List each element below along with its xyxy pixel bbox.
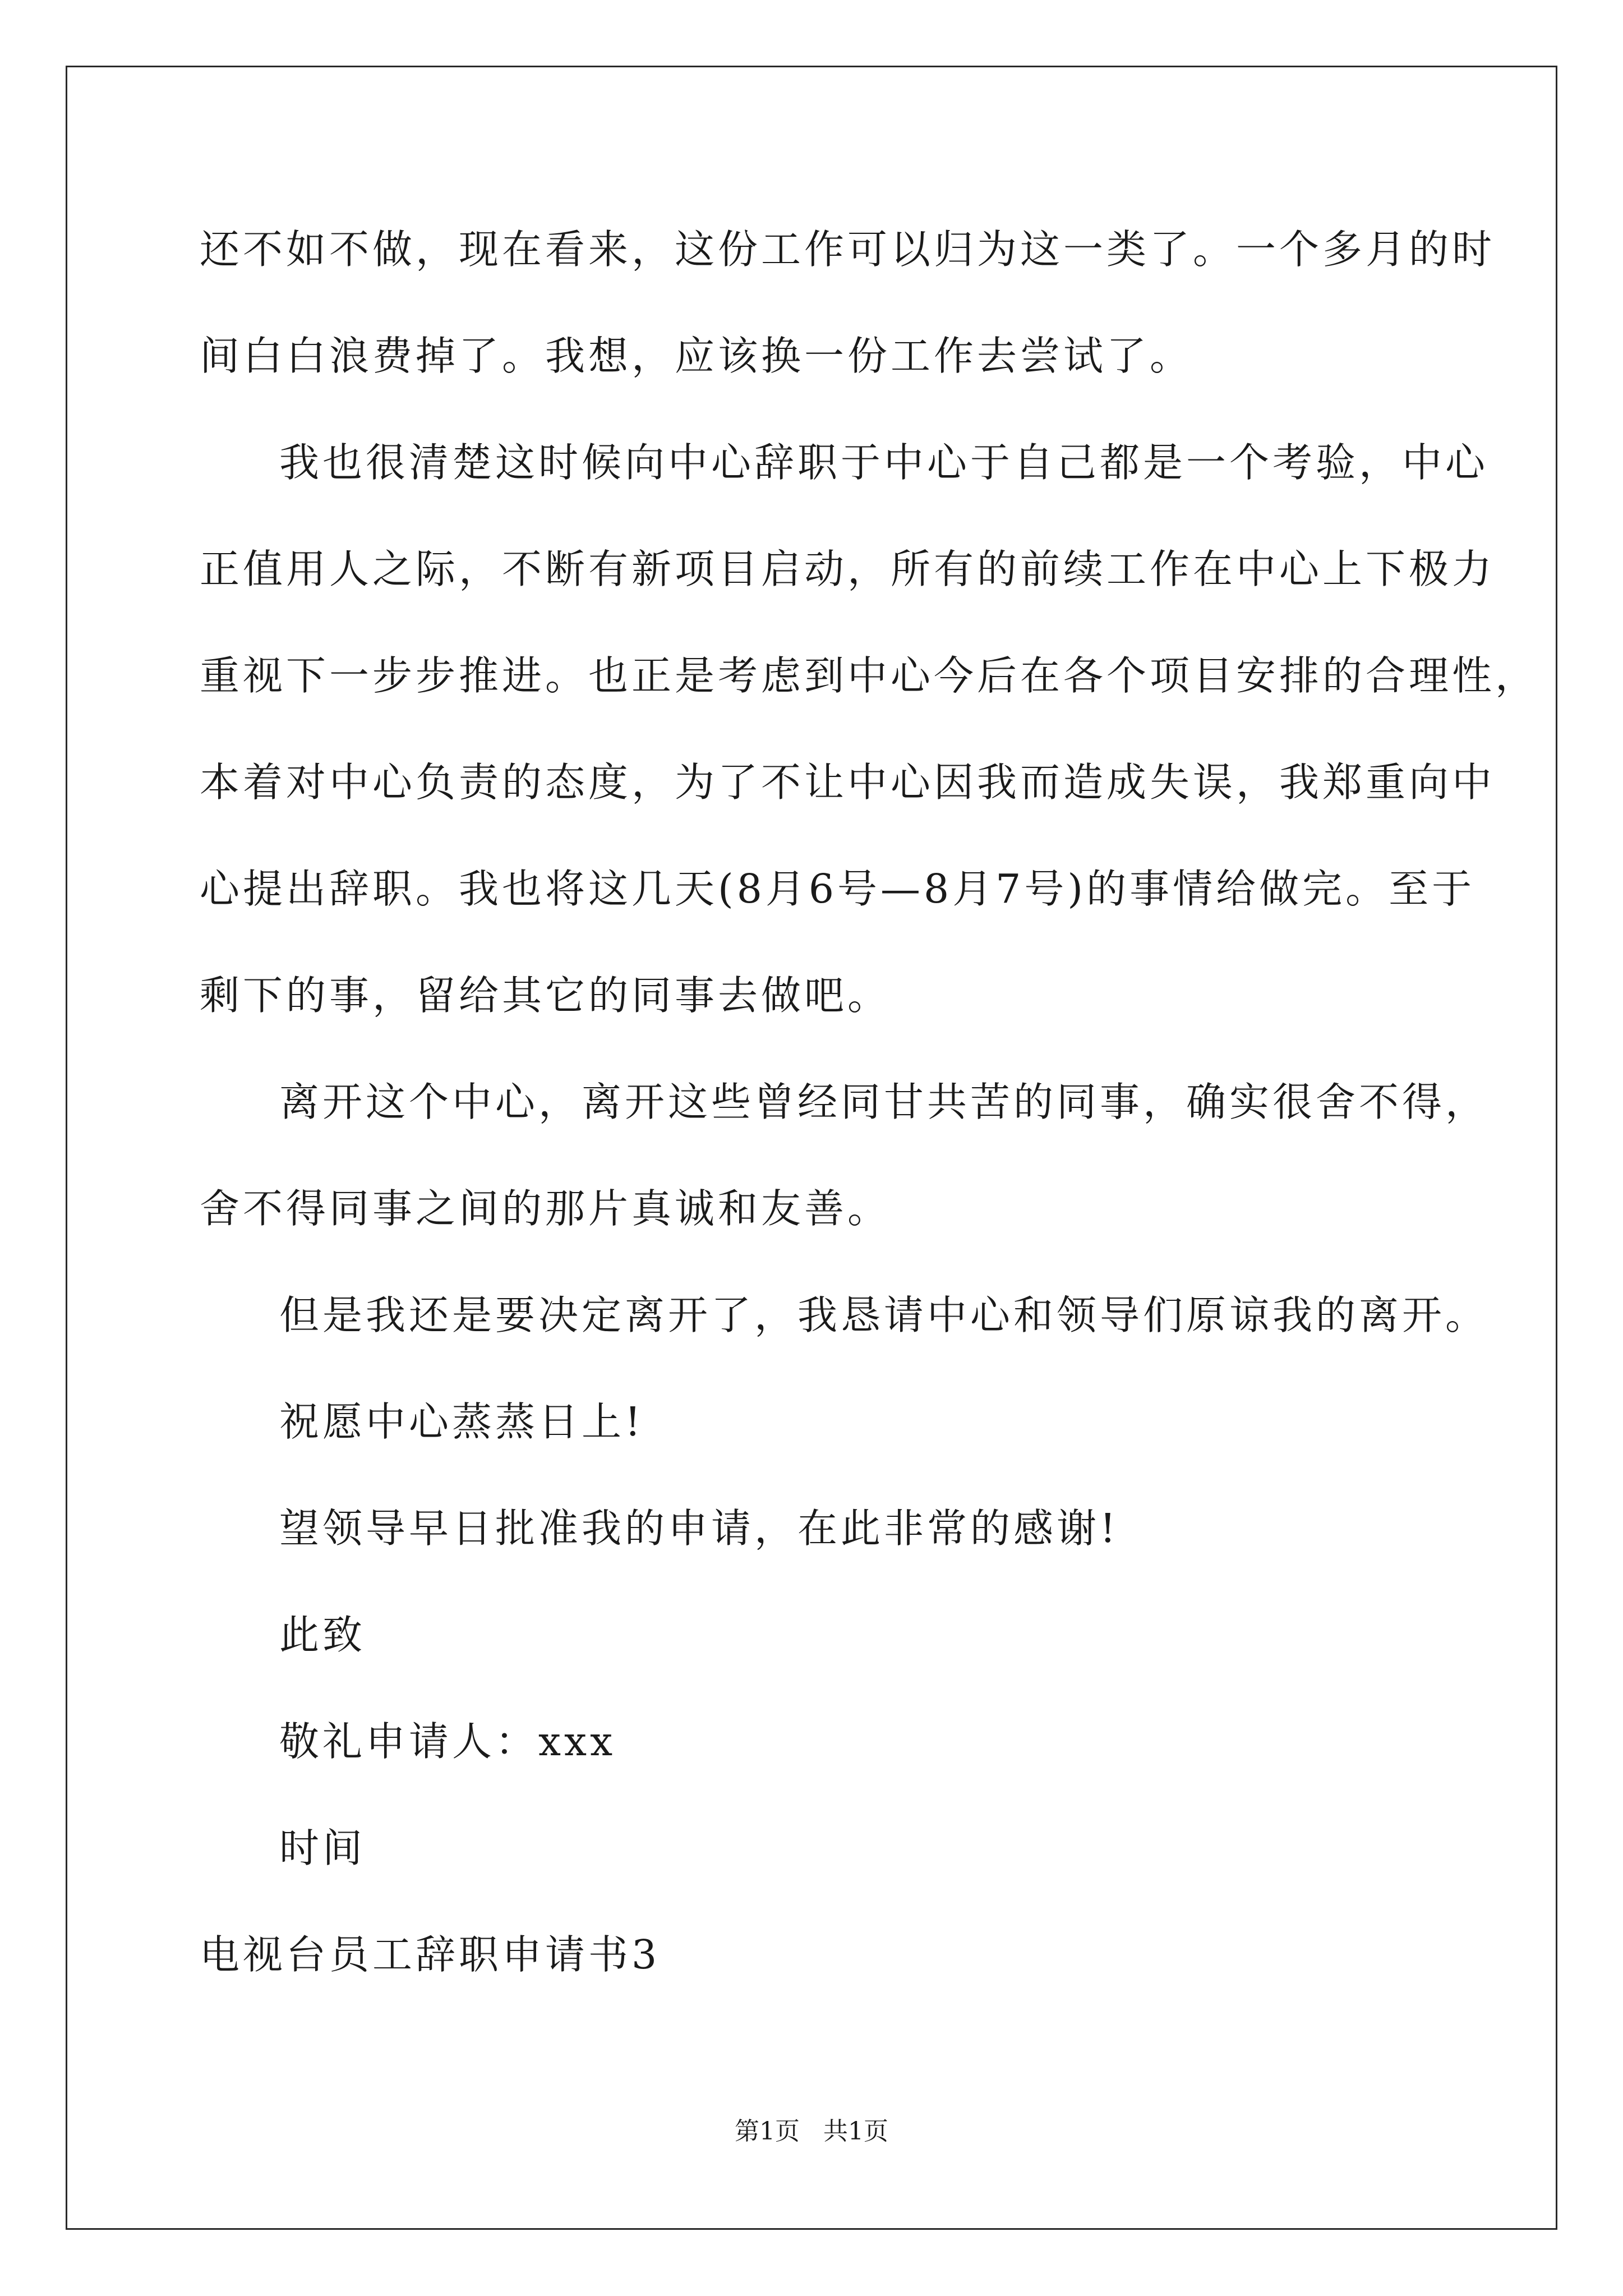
closing-line: 此致 (279, 1612, 366, 1658)
paragraph-line: 重视下一步步推进。也正是考虑到中心今后在各个项目安排的合理性， (200, 652, 1539, 699)
paragraph-line: 我也很清楚这时候向中心辞职于中心于自己都是一个考验，中心 (279, 439, 1489, 486)
section-heading: 电视台员工辞职申请书3 (200, 1931, 661, 1978)
date-line: 时间 (279, 1825, 366, 1871)
paragraph-line: 剩下的事，留给其它的同事去做吧。 (200, 972, 891, 1019)
signature-line: 敬礼申请人：xxx (279, 1718, 616, 1765)
paragraph-line: 心提出辞职。我也将这几天(8月6号—8月7号)的事情给做完。至于 (200, 866, 1476, 912)
paragraph-line: 望领导早日批准我的申请，在此非常的感谢! (279, 1505, 1119, 1552)
paragraph-line: 舍不得同事之间的那片真诚和友善。 (200, 1185, 891, 1232)
paragraph-line: 还不如不做，现在看来，这份工作可以归为这一类了。一个多月的时 (200, 226, 1496, 273)
paragraph-line: 但是我还是要决定离开了，我恳请中心和领导们原谅我的离开。 (279, 1292, 1489, 1338)
paragraph-line: 正值用人之际，不断有新项目启动，所有的前续工作在中心上下极力 (200, 546, 1496, 592)
page-border (66, 66, 1557, 2230)
paragraph-line: 间白白浪费掉了。我想，应该换一份工作去尝试了。 (200, 333, 1193, 379)
page-footer: 第1页 共1页 (735, 2117, 888, 2146)
paragraph-line: 本着对中心负责的态度，为了不让中心因我而造成失误，我郑重向中 (200, 759, 1496, 806)
paragraph-line: 离开这个中心，离开这些曾经同甘共苦的同事，确实很舍不得， (279, 1079, 1489, 1125)
paragraph-line: 祝愿中心蒸蒸日上! (279, 1398, 644, 1445)
